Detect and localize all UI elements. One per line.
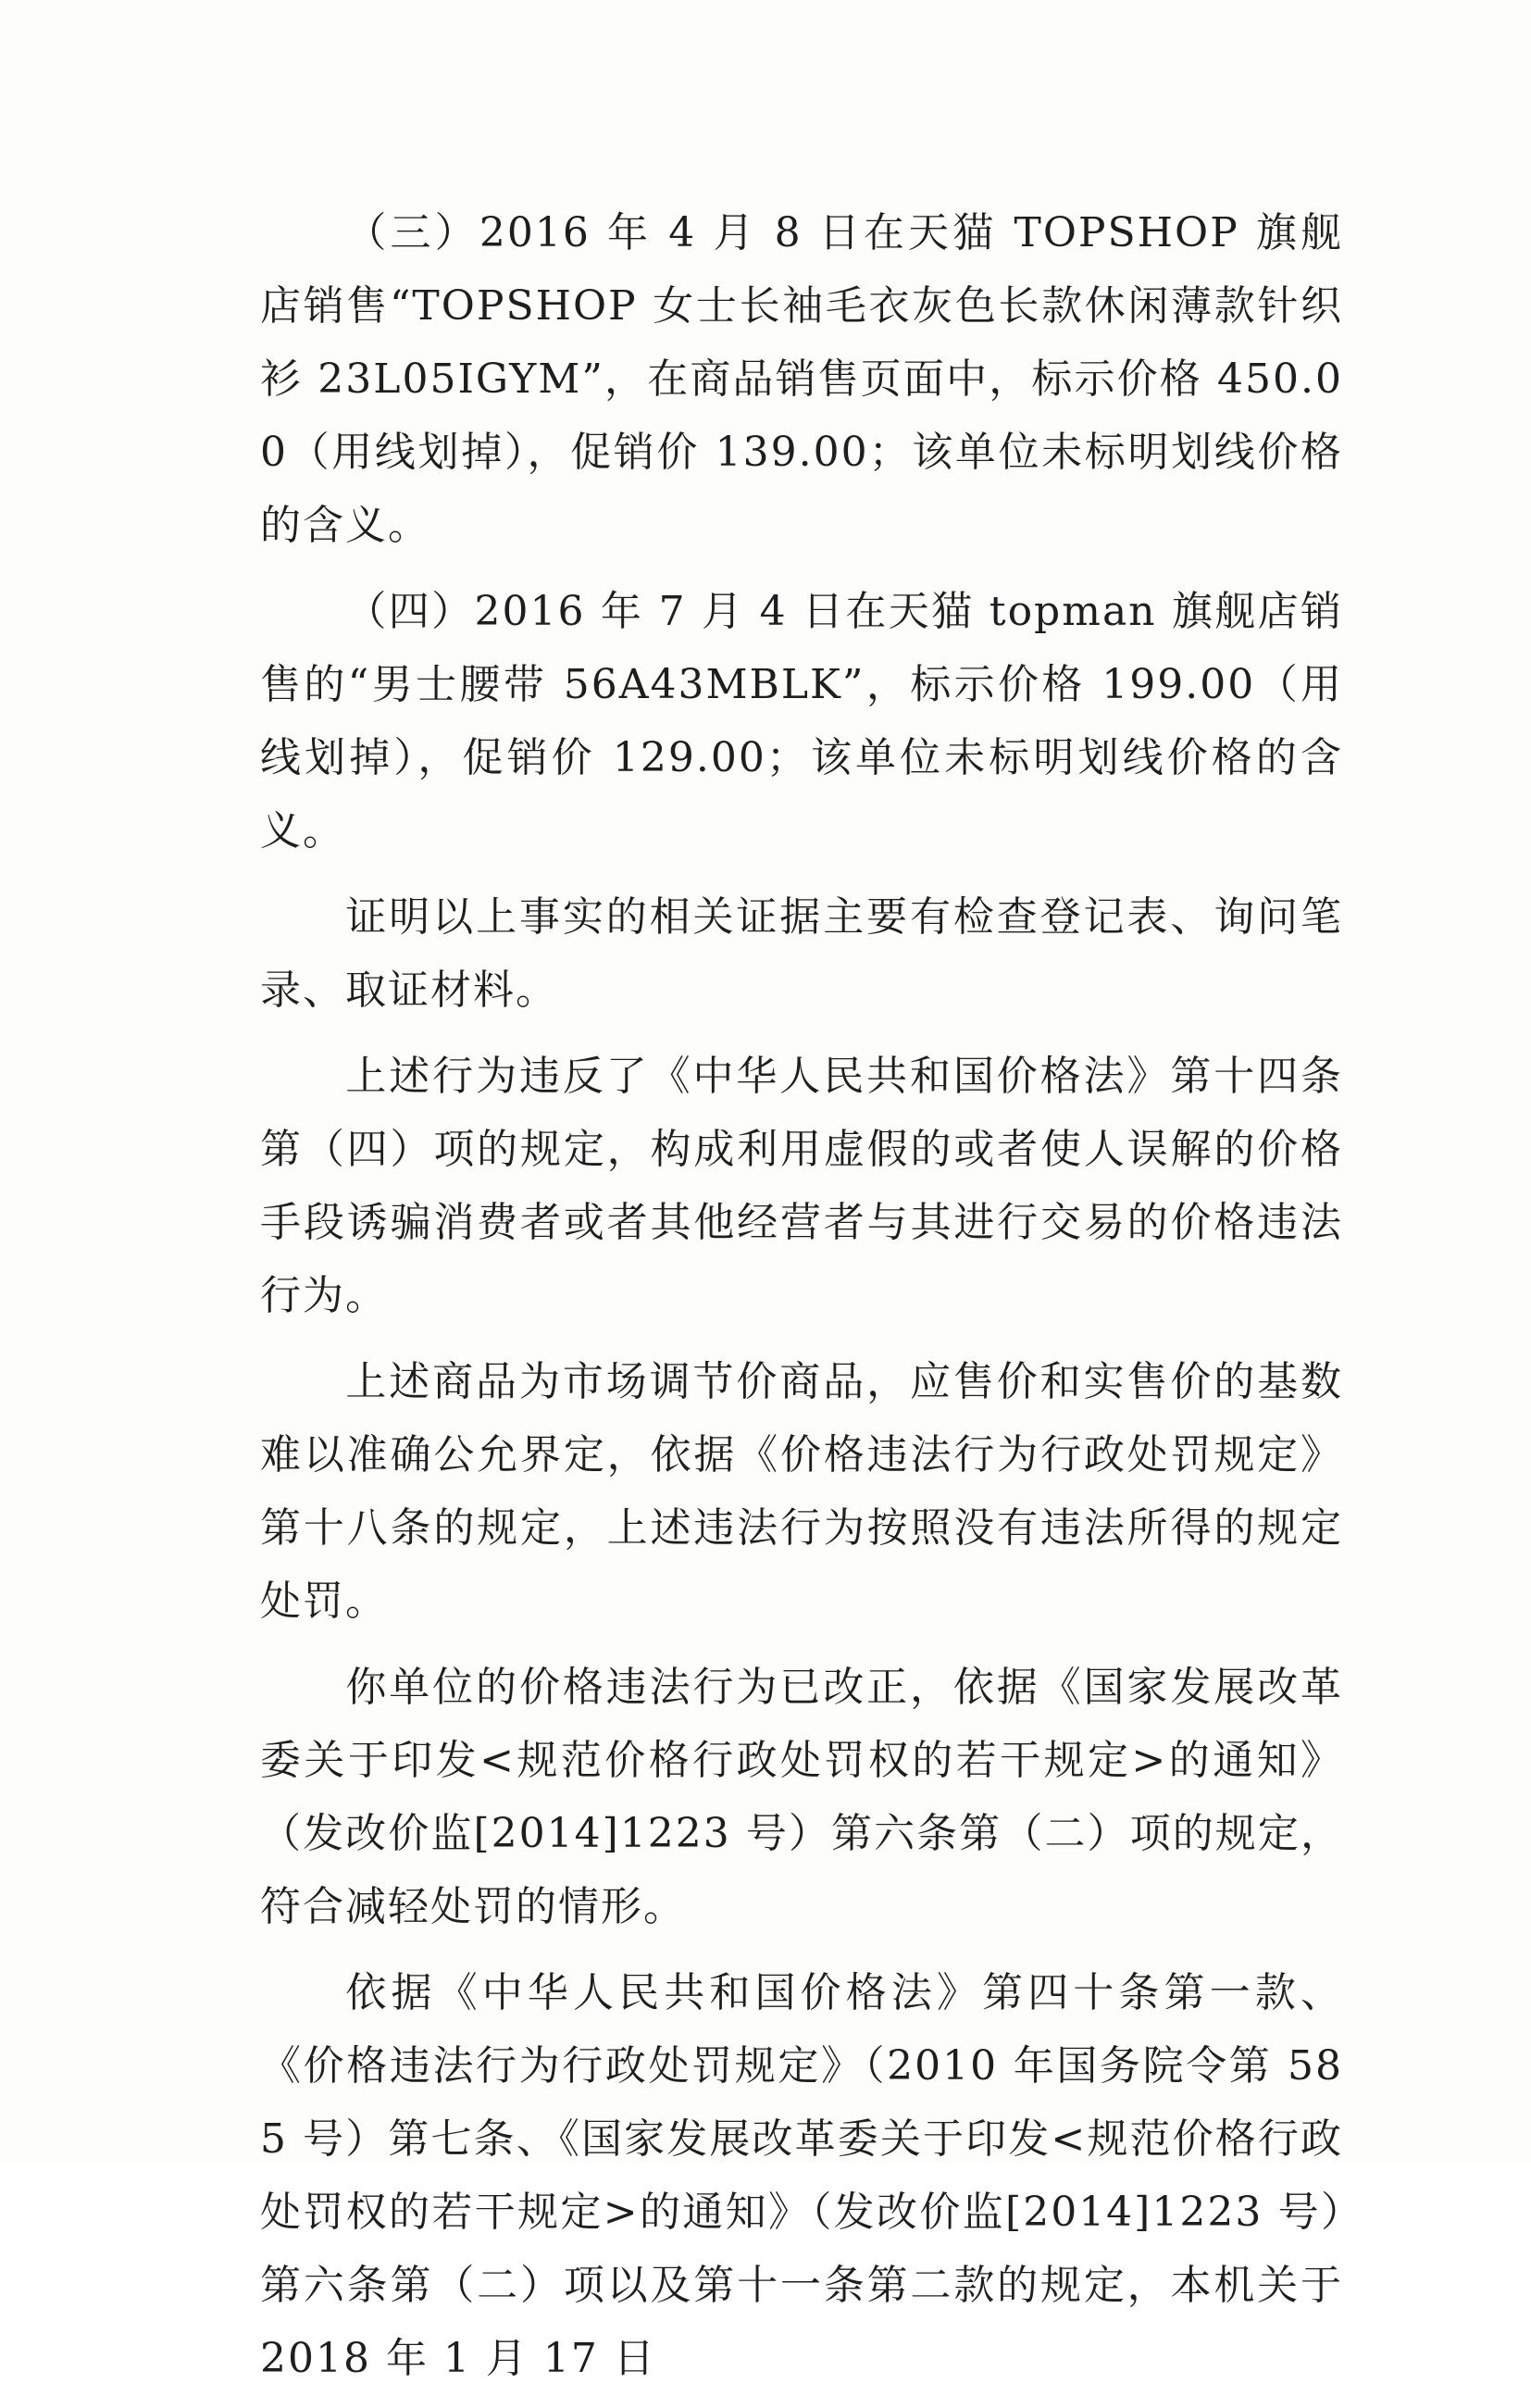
document-body (260, 196, 1343, 2408)
paragraph-mitigation: 你单位的价格违法行为已改正，依据《国家发展改革委关于印发<规范价格行政处罚权的若干规定>的通知》（发改价监[2014]1223 号）第六条第（二）项的规定，符合减轻处罚的情形。 (260, 1664, 1343, 1930)
paragraph-violation: 上述行为违反了《中华人民共和国价格法》第十四条第（四）项的规定，构成利用虚假的或者使人误解的价格手段诱骗消费者或者其他经营者与其进行交易的价格违法行为。 (260, 1053, 1343, 1319)
paragraph-decision: 依据《中华人民共和国价格法》第四十条第一款、《价格违法行为行政处罚规定》（2010 年国务院令第 585 号）第七条、《国家发展改革委关于印发<规范价格行政处罚权的若干规定>的通知》（发改价监[2014]1223 号）第六条第（二）项以及第十一条第二款的规定，本机关于 2018 年 1 月 17 日 (260, 1969, 1343, 2382)
paragraph-evidence: 证明以上事实的相关证据主要有检查登记表、询问笔录、取证材料。 (260, 893, 1343, 1014)
paragraph-item-4: （四）2016 年 7 月 4 日在天猫 topman 旗舰店销售的“男士腰带 56A43MBLK”，标示价格 199.00（用线划掉），促销价 129.00；该单位未标明划线价格的含义。 (260, 588, 1343, 855)
paragraph-item-3: （三）2016 年 4 月 8 日在天猫 TOPSHOP 旗舰店销售“TOPSHOP 女士长袖毛衣灰色长款休闲薄款针织衫 23L05IGYM”，在商品销售页面中，标示价格 450.00（用线划掉），促销价 139.00；该单位未标明划线价格的含义。 (260, 209, 1343, 549)
paragraph-penalty-basis: 上述商品为市场调节价商品，应售价和实售价的基数难以准确公允界定，依据《价格违法行为行政处罚规定》第十八条的规定，上述违法行为按照没有违法所得的规定处罚。 (260, 1358, 1343, 1625)
